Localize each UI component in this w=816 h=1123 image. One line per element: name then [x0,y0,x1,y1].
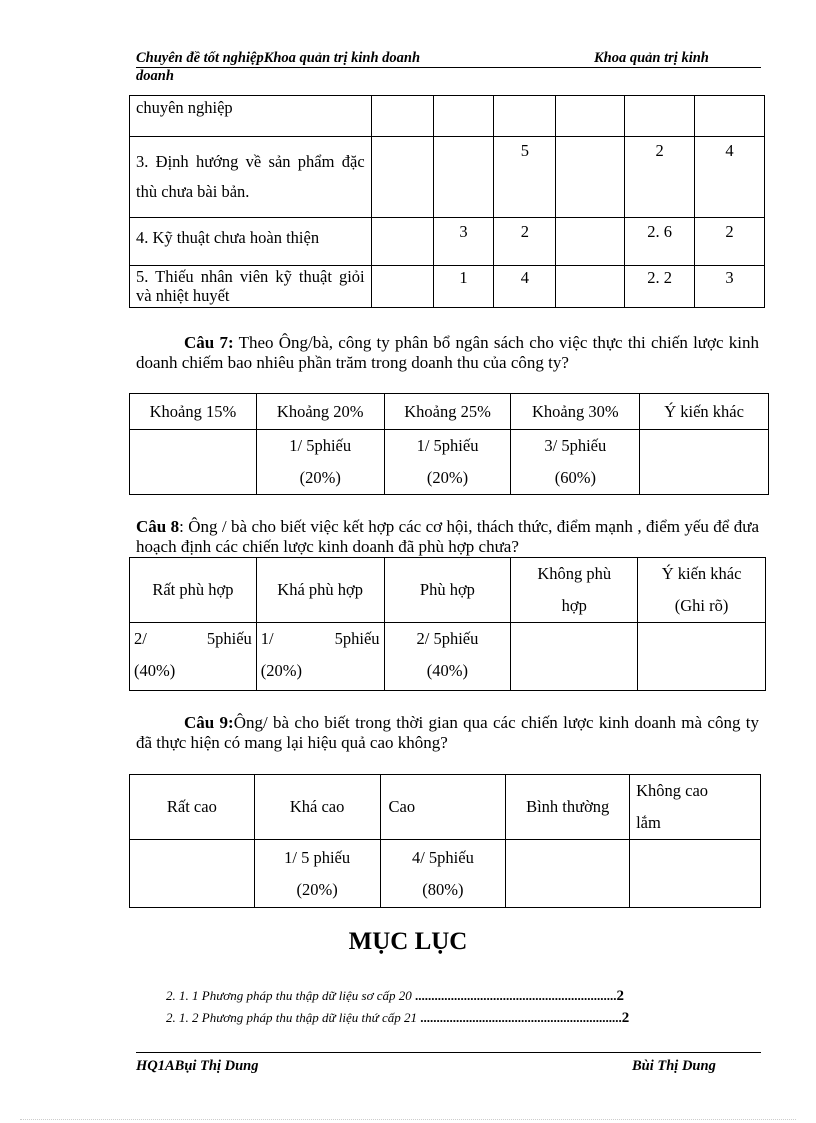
table-cell [638,623,766,691]
toc-entry-text[interactable]: 2. 1. 2 Phương pháp thu thập dữ liệu thứ cấp 21 [166,1010,417,1025]
table-cell [695,96,765,137]
toc-entry[interactable] [166,988,758,1005]
table-header: Khoảng 15% [130,394,257,430]
table-cell [433,137,494,218]
question-9-table [129,774,761,908]
table-header: Bình thường [506,775,630,840]
table-cell: 4 [695,137,765,218]
table-header: Phù hợp [384,558,511,623]
table-row [130,137,765,218]
header-rule [136,67,761,68]
question-9-label: Câu 9: [184,713,234,732]
toc-page: 2 [616,988,625,1004]
table-header: Khoảng 25% [384,394,511,430]
question-7-text: Theo Ông/bà, công ty phân bổ ngân sách cho việc thực thi chiến lược kinh doanh chiếm bao nhiêu phần trăm trong doanh thu của công ty? [136,333,759,372]
table-cell: 1 [433,266,494,308]
question-9 [136,713,759,753]
table-cell: 2 [494,218,556,266]
table-cell [433,96,494,137]
question-8 [136,517,759,557]
toc-title: MỤC LỤC [348,928,468,955]
table-header-row [130,394,769,430]
table-cell: 1/ 5phiếu (20%) [256,623,384,691]
table-cell: 3/ 5phiếu (60%) [511,430,640,495]
row-label: chuyên nghiệp [130,96,372,137]
header-wrap: doanh [136,68,174,84]
table-header-row [130,558,766,623]
header-right: Khoa quản trị kinh [594,50,709,66]
table-cell: 2/ 5phiếu (40%) [384,623,511,691]
table-cell: 5 [494,137,556,218]
table-cell: 2 [625,137,695,218]
table-cell [556,266,625,308]
table-cell [371,266,433,308]
table-cell [625,96,695,137]
table-row [130,430,769,495]
table-cell: 3 [695,266,765,308]
table-row [130,840,761,908]
table-cell: 4/ 5phiếu (80%) [380,840,506,908]
table-header: Khoảng 30% [511,394,640,430]
table-row [130,623,766,691]
table-header: Cao [380,775,506,840]
table-cell [130,430,257,495]
table-cell [130,840,255,908]
table-cell [511,623,638,691]
question-8-text: : Ông / bà cho biết việc kết hợp các cơ hội, thách thức, điểm mạnh , điểm yếu để đưa hoạch định các chiến lược kinh doanh đã phù hợp chưa? [136,517,760,556]
toc-entry[interactable] [166,1010,758,1027]
table-header: Không phù hợp [511,558,638,623]
page-header [136,50,761,84]
question-8-table [129,557,766,691]
table-header: Rất cao [130,775,255,840]
page-bottom-border [20,1119,796,1120]
question-7 [136,333,759,373]
question-8-label: Câu 8 [136,517,180,536]
row-label: 3. Định hướng về sản phẩm đặc thù chưa bài bản. [130,137,372,218]
toc-leader: .............................................................. [415,988,617,1003]
question-7-table [129,393,769,495]
table-cell [640,430,769,495]
question-9-text: Ông/ bà cho biết trong thời gian qua các chiến lược kinh doanh mà công ty đã thực hiện có mang lại hiệu quả cao không? [136,713,759,752]
table-cell: 1/ 5phiếu (20%) [256,430,384,495]
row-label: 5. Thiếu nhân viên kỹ thuật giỏi và nhiệt huyết [130,266,372,308]
table-header: Khoảng 20% [256,394,384,430]
table-cell [494,96,556,137]
table-cell: 4 [494,266,556,308]
toc-entry-text[interactable]: 2. 1. 1 Phương pháp thu thập dữ liệu sơ cấp 20 [166,988,412,1003]
toc-leader: .............................................................. [420,1010,622,1025]
table-cell: 2/ 5phiếu (40%) [130,623,257,691]
toc-page: 2 [621,1010,630,1026]
table-cell [506,840,630,908]
table-cell [371,218,433,266]
table-header: Rất phù hợp [130,558,257,623]
table-cell [556,137,625,218]
table-cell: 2. 2 [625,266,695,308]
table-cell [371,137,433,218]
footer-left: HQ1ABụi Thị Dung [136,1058,259,1074]
table-header: Khá phù hợp [256,558,384,623]
table-cell: 3 [433,218,494,266]
table-cell: 1/ 5phiếu (20%) [384,430,511,495]
table-cell: 2. 6 [625,218,695,266]
footer-right: Bùi Thị Dung [632,1058,716,1074]
table-header: Ý kiến khác [640,394,769,430]
evaluation-table [129,95,765,308]
table-cell [371,96,433,137]
table-cell [556,218,625,266]
table-header: Không cao lắm [630,775,761,840]
footer-rule [136,1052,761,1053]
table-cell: 2 [695,218,765,266]
table-cell: 1/ 5 phiếu (20%) [254,840,380,908]
table-header: Ý kiến khác (Ghi rõ) [638,558,766,623]
row-label: 4. Kỹ thuật chưa hoàn thiện [130,218,372,266]
table-cell [630,840,761,908]
question-7-label: Câu 7: [184,333,234,352]
header-left: Chuyên đề tốt nghiệpKhoa quản trị kinh doanh [136,50,421,66]
table-row [130,266,765,308]
table-row [130,218,765,266]
table-header: Khá cao [254,775,380,840]
table-cell [556,96,625,137]
table-row [130,96,765,137]
table-header-row [130,775,761,840]
